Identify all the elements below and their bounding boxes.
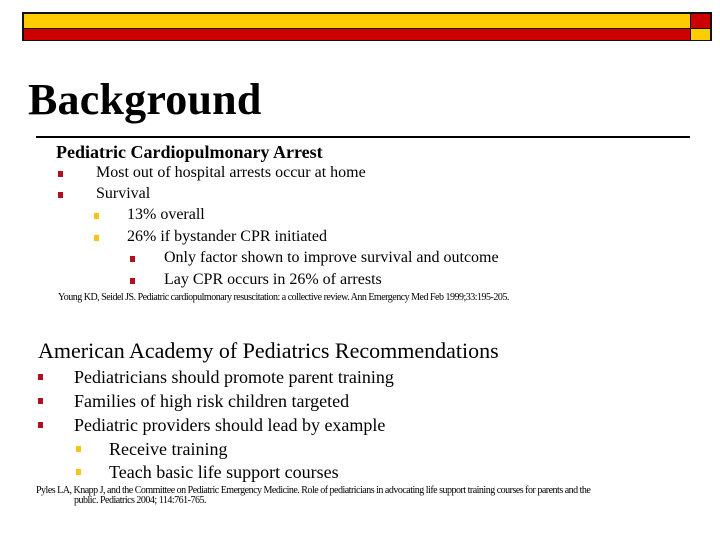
bullet-square-icon — [58, 192, 63, 198]
list-item: Survival — [96, 185, 151, 202]
citation-pyles-line1: Pyles LA, Knapp J, and the Committee on Pediatric Emergency Medicine. Role of pediatricians in advocating life support training courses for parents and the — [36, 485, 591, 496]
list-item: Pediatric providers should lead by example — [74, 415, 386, 435]
bullet-square-icon — [130, 278, 135, 284]
list-item: Receive training — [109, 439, 228, 459]
bullet-square-icon — [76, 446, 81, 452]
slide-title: Background — [28, 75, 262, 124]
banner-red-square — [691, 14, 710, 28]
bullet-square-icon — [58, 171, 63, 177]
bullet-square-icon — [38, 398, 43, 404]
section-heading-pediatric-arrest: Pediatric Cardiopulmonary Arrest — [56, 142, 323, 162]
list-item: 26% if bystander CPR initiated — [127, 228, 327, 245]
list-item: Teach basic life support courses — [109, 462, 339, 482]
list-item: Lay CPR occurs in 26% of arrests — [164, 271, 382, 288]
banner-yellow-band — [24, 14, 690, 28]
list-item: Only factor shown to improve survival and outcome — [164, 249, 499, 266]
bullet-square-icon — [76, 469, 81, 475]
citation-young: Young KD, Seidel JS. Pediatric cardiopulmonary resuscitation: a collective review. Ann Emergency Med Feb 1999;33:195-205. — [58, 292, 509, 303]
bullet-square-icon — [130, 256, 135, 262]
list-item: Most out of hospital arrests occur at home — [96, 164, 366, 181]
title-divider — [36, 136, 690, 138]
banner-yellow-square — [691, 29, 710, 40]
list-item: Families of high risk children targeted — [74, 391, 350, 411]
list-item: 13% overall — [127, 206, 205, 223]
bullet-square-icon — [94, 213, 99, 219]
header-banner — [22, 12, 712, 41]
bullet-square-icon — [94, 235, 99, 241]
bullet-square-icon — [38, 374, 43, 380]
section-heading-aap: American Academy of Pediatrics Recommendations — [38, 338, 499, 363]
bullet-square-icon — [38, 422, 43, 428]
banner-red-band — [24, 29, 690, 40]
list-item: Pediatricians should promote parent training — [74, 367, 394, 387]
citation-pyles-line2: public. Pediatrics 2004; 114:761-765. — [74, 495, 206, 506]
